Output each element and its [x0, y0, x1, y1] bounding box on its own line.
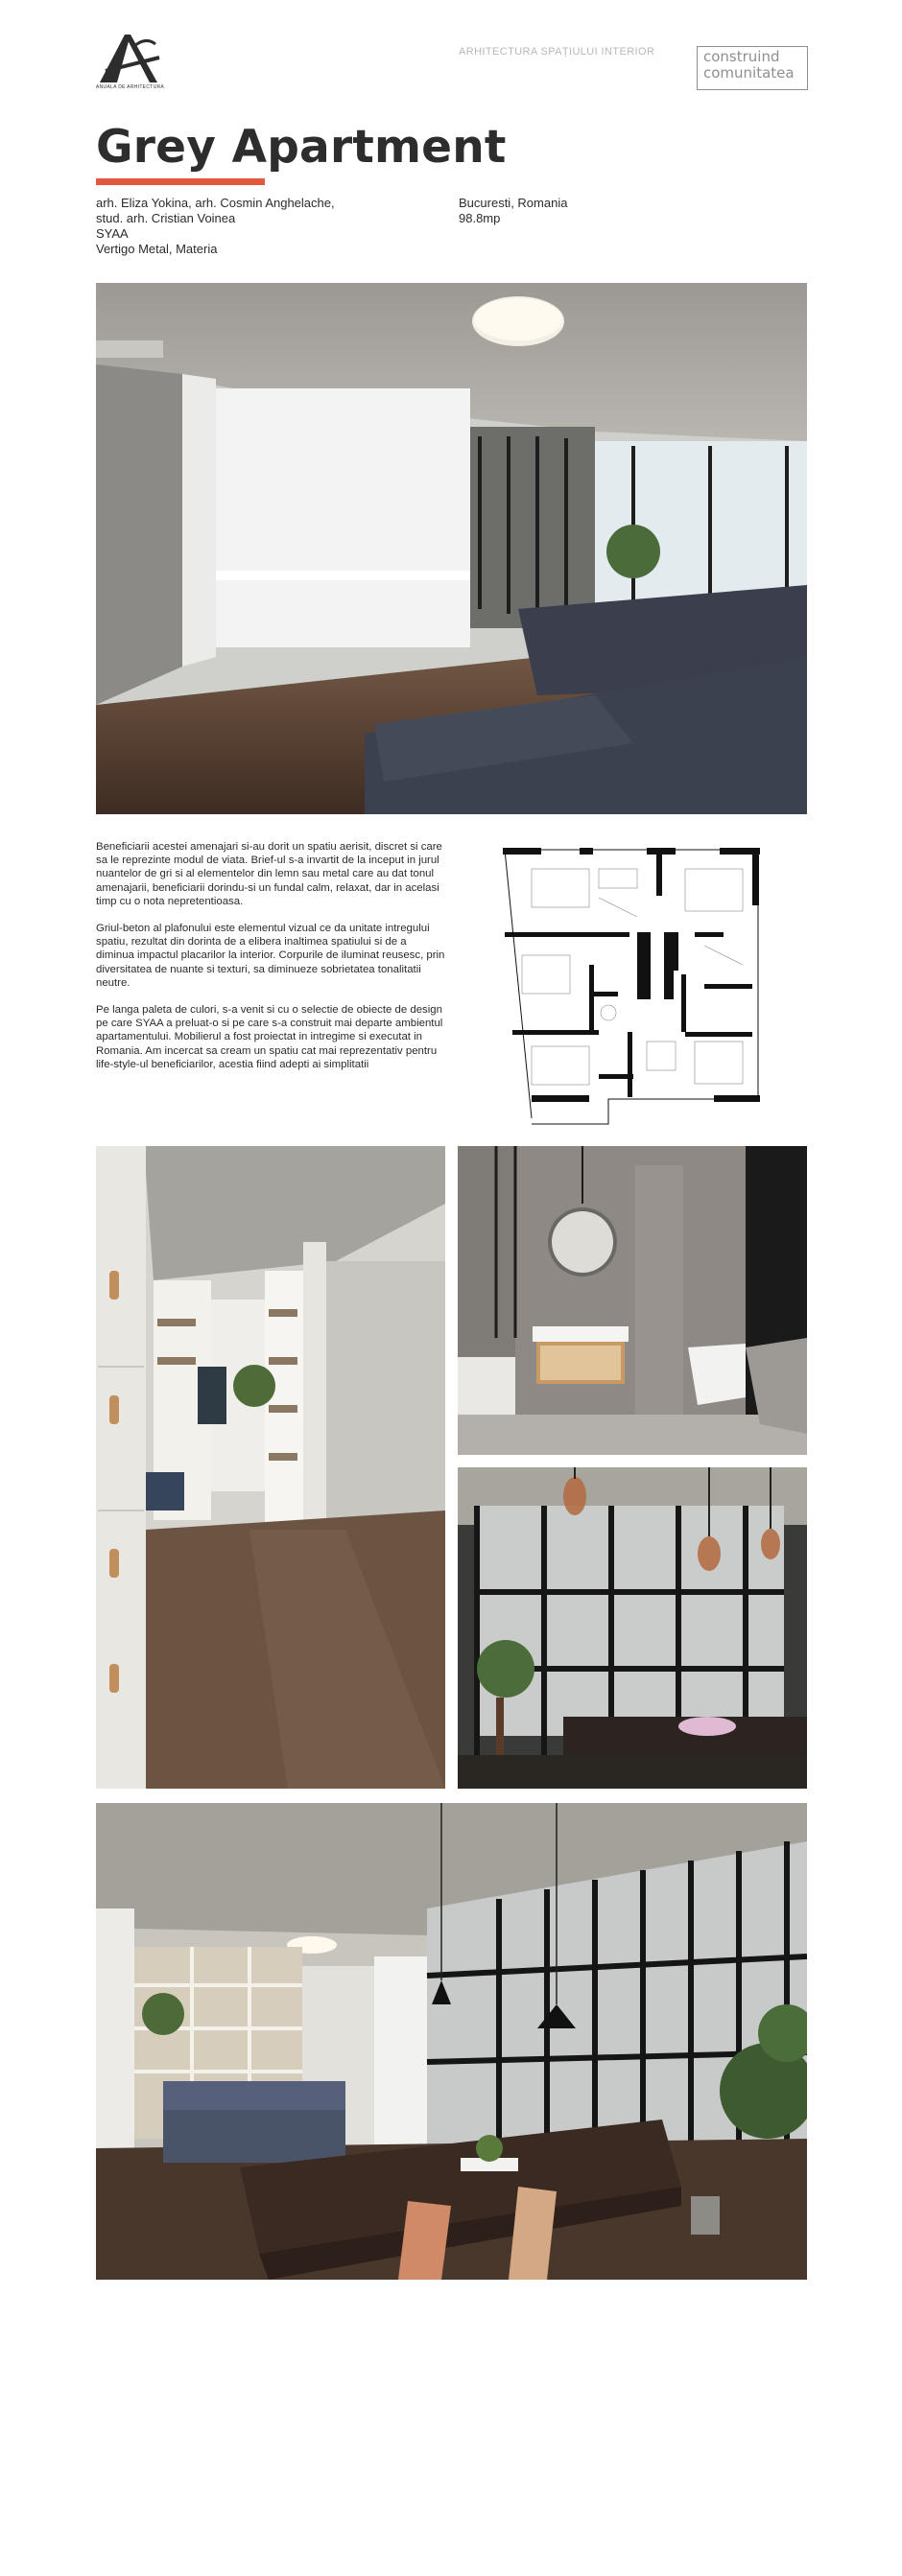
- dining-room-photo: [96, 1803, 807, 2280]
- location-city: Bucuresti, Romania: [459, 196, 568, 210]
- logo-caption: ANUALA DE ARHITECTURA: [96, 84, 165, 90]
- description-paragraph: Griul-beton al plafonului este elementul vizual ce da unitate intregului spatiu, rezultat din dorinta de a elibera inaltimea spatiului si de a diminua impactul placarilor la interior. Corpurile de iluminat reusesc, prin diversitatea de nuante si texturi, sa diminueze sobrietatea tonalitatii neutre.: [96, 923, 445, 989]
- description-paragraph: Pe langa paleta de culori, s-a venit si cu o selectie de obiecte de design pe care SYAA a preluat-o si pe care s-a construit mai departe ambientul apartamentului. Mobilierul a fost proiectat in intregime si executat in Romania. Am incercat sa cream un spatiu cat mai reprezentativ pentru life-style-ul beneficiarilor, acestia fiind adepti ai simplitatii: [96, 1004, 443, 1070]
- project-description: [96, 840, 447, 1085]
- living-room-photo: [96, 283, 807, 814]
- floor-plan-drawing: [493, 840, 766, 1128]
- project-title: Grey Apartment: [96, 121, 507, 174]
- credits-line: Vertigo Metal, Materia: [96, 242, 218, 256]
- project-area: 98.8mp: [459, 211, 501, 225]
- credits-line: stud. arh. Cristian Voinea: [96, 211, 236, 225]
- architecture-annual-logo: [96, 29, 165, 92]
- corridor-photo: [96, 1146, 445, 1789]
- project-credits: [96, 196, 335, 257]
- brand-line-2: comunitatea: [703, 64, 795, 82]
- project-location: [459, 196, 567, 226]
- description-paragraph: Beneficiarii acestei amenajari si-au dorit un spatiu aerisit, discret si care sa le reprezinte modul de viata. Brief-ul s-a invartit de la inceput in jurul nuantelor de gri si al elementelor din lemn sau metal care au dat tonul amenajarii, beneficiarii dorindu-si un fundal calm, relaxat, dar in acelasi timp cu o nota nepretentioasa.: [96, 841, 442, 907]
- section-label: ARHITECTURA SPAȚIULUI INTERIOR: [459, 46, 655, 58]
- credits-line: SYAA: [96, 226, 129, 241]
- credits-line: arh. Eliza Yokina, arh. Cosmin Anghelache,: [96, 196, 335, 210]
- glass-partition-photo: [458, 1467, 807, 1789]
- bathroom-photo: [458, 1146, 807, 1455]
- title-underline: [96, 178, 265, 185]
- brand-line-1: construind: [703, 48, 780, 65]
- construind-comunitatea-logo: [697, 46, 808, 90]
